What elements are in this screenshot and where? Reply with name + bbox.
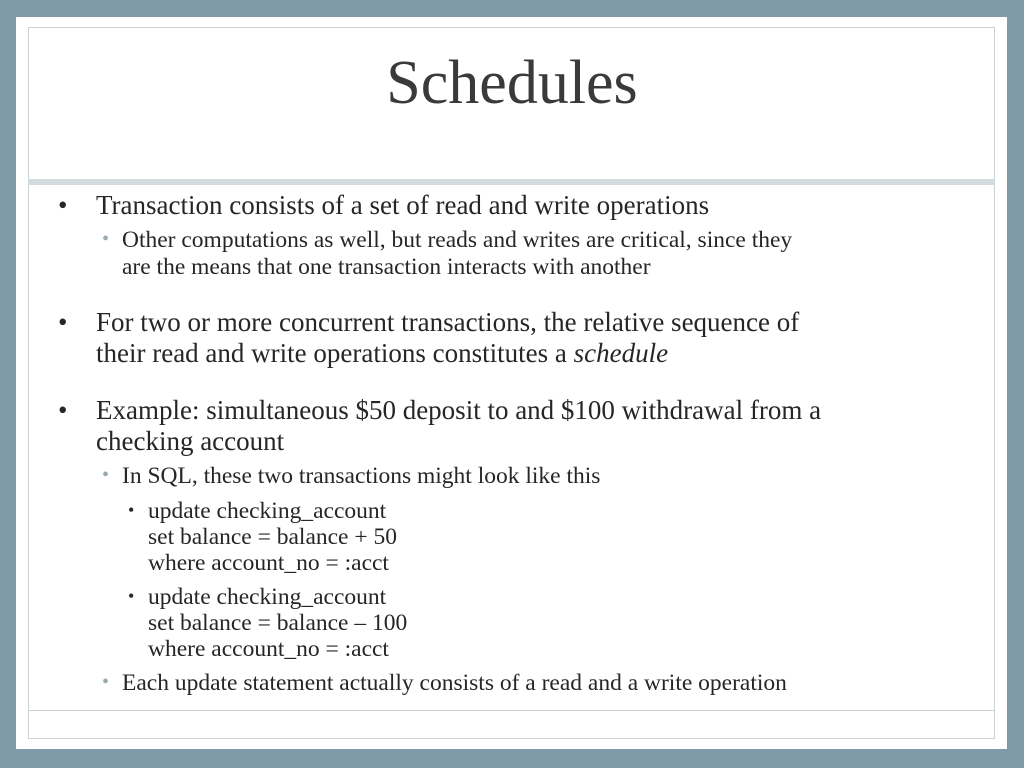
sub-bullet-dot-icon: • — [102, 671, 110, 693]
bullet-1-sub-1-line-2: are the means that one transaction interacts with another — [122, 254, 651, 280]
sql-statement-1 — [122, 498, 992, 576]
bullet-3-sub-2-text: Each update statement actually consists of a read and a write operation — [122, 670, 787, 696]
sql-statement-2 — [122, 584, 992, 662]
title-divider — [28, 179, 995, 185]
bullet-3-sub-1 — [96, 463, 992, 490]
sub-bullet-dot-icon: • — [102, 464, 110, 486]
sql-1-line-1: update checking_account — [148, 498, 387, 524]
sub-bullet-dot-icon: • — [102, 228, 110, 250]
sql-2-line-2: set balance = balance – 100 — [148, 610, 408, 636]
bullet-dot-icon: • — [58, 190, 68, 220]
bullet-dot-icon: • — [128, 586, 135, 606]
bullet-3-line-1: Example: simultaneous $50 deposit to and $100 withdrawal from a — [96, 395, 822, 425]
bullet-2-line-2-text: their read and write operations constitutes a — [96, 338, 574, 368]
schedule-term: schedule — [573, 338, 669, 368]
bullet-2-line-1: For two or more concurrent transactions, the relative sequence of — [96, 307, 800, 337]
sql-2-line-1: update checking_account — [148, 584, 387, 610]
bullet-3-line-2: checking account — [96, 426, 285, 456]
bullet-3-sub-2 — [96, 670, 992, 697]
bullet-dot-icon: • — [58, 395, 68, 425]
bullet-1-sub-1-line-1: Other computations as well, but reads and writes are critical, since they — [122, 227, 793, 253]
bullet-1-text: Transaction consists of a set of read and write operations — [96, 190, 710, 220]
bullet-dot-icon: • — [58, 307, 68, 337]
bullet-3-sub-1-text: In SQL, these two transactions might look like this — [122, 463, 601, 489]
bullet-3 — [52, 395, 992, 457]
bullet-2 — [52, 307, 992, 369]
footer-divider — [28, 710, 995, 711]
sql-1-line-2: set balance = balance + 50 — [148, 524, 397, 550]
slide-content — [52, 190, 992, 697]
bullet-dot-icon: • — [128, 500, 135, 520]
bullet-1 — [52, 190, 992, 221]
bullet-1-sub-1 — [96, 227, 992, 281]
slide-title: Schedules — [386, 49, 638, 117]
bullet-2-line-2 — [96, 338, 992, 369]
sql-1-line-3: where account_no = :acct — [148, 550, 389, 576]
sql-2-line-3: where account_no = :acct — [148, 636, 389, 662]
